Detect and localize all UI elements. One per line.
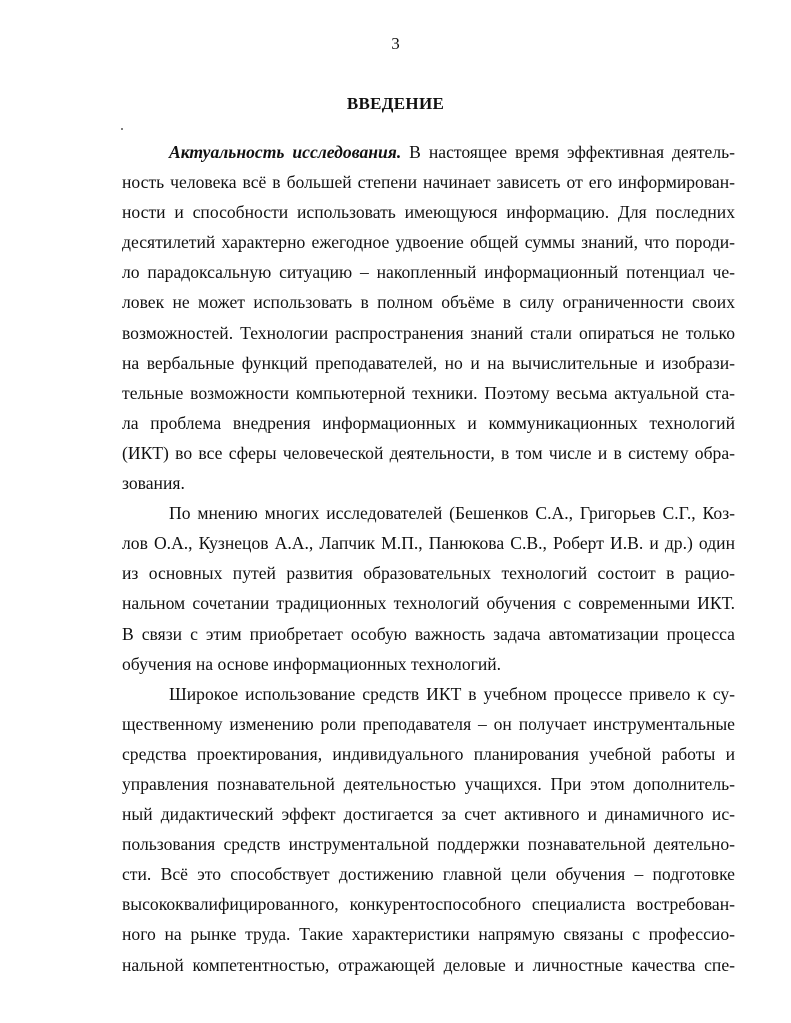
text-line: обучения на основе информационных технологий. [122, 653, 502, 674]
scan-speck [121, 128, 123, 130]
text-line: ности и способности использовать имеющуюся информацию. Для последних [122, 202, 735, 223]
text-line: ловек не может использовать в полном объёме в силу ограниченности своих [122, 292, 735, 313]
text-line: нальном сочетании традиционных технологий обучения с современными ИКТ. [122, 593, 735, 614]
lead-phrase: Актуальность исследования. [169, 142, 402, 162]
text-line: лов О.А., Кузнецов А.А., Лапчик М.П., Панюкова С.В., Роберт И.В. и др.) один [122, 533, 735, 554]
text-line: Широкое использование средств ИКТ в учебном процессе привело к су- [169, 683, 735, 704]
text-line: средства проектирования, индивидуального планирования учебной работы и [122, 743, 735, 764]
text-line: высококвалифицированного, конкурентоспособного специалиста востребован- [122, 894, 735, 915]
text-line: пользования средств инструментальной поддержки познавательной деятельно- [122, 834, 735, 855]
text-line: сти. Всё это способствует достижению главной цели обучения – подготовке [122, 864, 735, 885]
text-line: ный дидактический эффект достигается за счет активного и динамичного ис- [122, 804, 735, 825]
section-heading: ВВЕДЕНИЕ [346, 94, 445, 113]
text-line: нальной компетентностью, отражающей деловые и личностные качества спе- [122, 954, 735, 975]
text-line: ла проблема внедрения информационных и коммуникационных технологий [122, 412, 735, 433]
text-line: (ИКТ) во все сферы человеческой деятельности, в том числе и в систему обра- [122, 442, 735, 463]
text-line: В связи с этим приобретает особую важность задача автоматизации процесса [122, 623, 735, 644]
text-line: управления познавательной деятельностью учащихся. При этом дополнитель- [122, 773, 735, 794]
text-line: ность человека всё в большей степени начинает зависеть от его информирован- [122, 172, 735, 193]
text-line: ло парадоксальную ситуацию – накопленный информационный потенциал че- [122, 262, 735, 283]
text-line: зования. [122, 473, 185, 494]
text-line: на вербальные функций преподавателей, но и на вычислительные и изобрази- [122, 352, 735, 373]
text-line: возможностей. Технологии распространения знаний стали опираться не только [122, 322, 735, 343]
text-line: из основных путей развития образовательных технологий состоит в рацио- [122, 563, 735, 584]
text-line: щественному изменению роли преподавателя – он получает инструментальные [122, 713, 735, 734]
page-number: 3 [391, 34, 400, 53]
text-line: десятилетий характерно ежегодное удвоение общей суммы знаний, что породи- [122, 232, 735, 253]
body-text [122, 137, 735, 980]
text-line: ного на рынке труда. Такие характеристики напрямую связаны с профессио- [122, 924, 735, 945]
text-line: тельные возможности компьютерной техники. Поэтому весьма актуальной ста- [122, 382, 735, 403]
text-line: Актуальность исследования. В настоящее время эффективная деятель- [169, 142, 735, 162]
text-line: По мнению многих исследователей (Бешенков С.А., Григорьев С.Г., Коз- [169, 503, 735, 524]
